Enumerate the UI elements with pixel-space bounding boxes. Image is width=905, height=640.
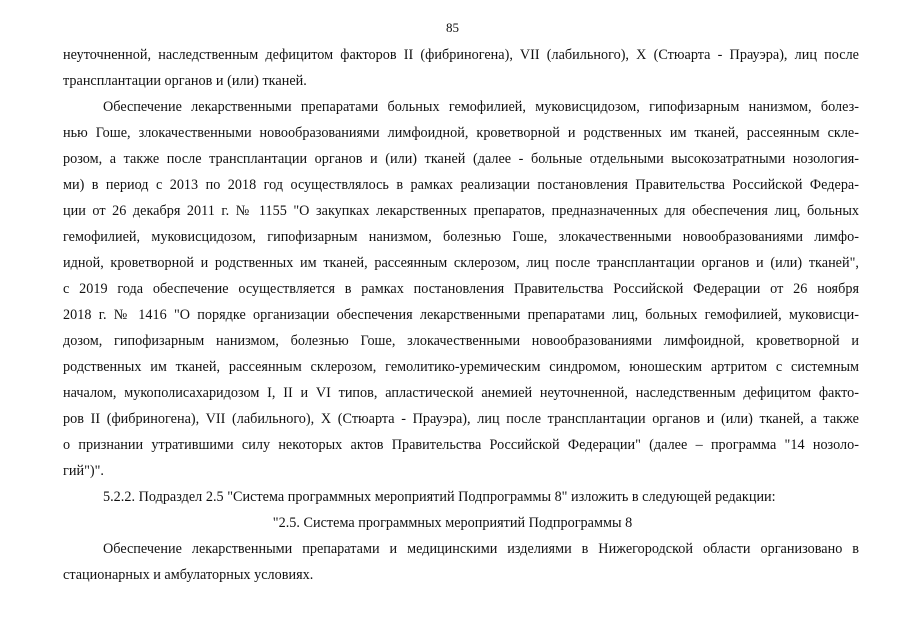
text-line: Обеспечение лекарственными препаратами и медицинскими изделиями в Нижегородской области организовано в — [103, 541, 859, 557]
text-line: гий")". — [63, 463, 104, 479]
text-line: началом, мукополисахаридозом I, II и VI типов, апластической анемией неуточненной, наследственным дефицитом факто- — [63, 385, 859, 401]
text-line: с 2019 года обеспечение осуществляется в рамках постановления Правительства Российской Федерации от 26 ноября — [63, 281, 859, 297]
section-heading: "2.5. Система программных мероприятий Подпрограммы 8 — [272, 515, 633, 531]
text-line: ров II (фибриногена), VII (лабильного), X (Стюарта - Прауэра), лиц после трансплантации органов и (или) тканей, а также — [63, 411, 859, 427]
text-line: стационарных и амбулаторных условиях. — [63, 567, 314, 583]
text-line: неуточненной, наследственным дефицитом факторов II (фибриногена), VII (лабильного), X (Стюарта - Прауэра), лиц после — [63, 47, 859, 63]
text-line: о признании утратившими силу некоторых актов Правительства Российской Федерации" (далее – программа "14 нозоло- — [63, 437, 859, 453]
text-line: гемофилией, муковисцидозом, гипофизарным нанизмом, болезнью Гоше, злокачественными новообразованиями лимфо- — [63, 229, 859, 245]
text-line: родственных им тканей, рассеянным склерозом, гемолитико-уремическим синдромом, юношеским артритом с системным — [63, 359, 859, 375]
text-line: трансплантации органов и (или) тканей. — [63, 73, 307, 89]
text-line: Обеспечение лекарственными препаратами больных гемофилией, муковисцидозом, гипофизарным нанизмом, болез- — [103, 99, 859, 115]
text-line: 5.2.2. Подраздел 2.5 "Система программных мероприятий Подпрограммы 8" изложить в следующей редакции: — [103, 489, 776, 505]
text-line: ми) в период с 2013 по 2018 год осуществлялось в рамках реализации постановления Правительства Российской Федера- — [63, 177, 859, 193]
text-line: идной, кроветворной и родственных им тканей, рассеянным склерозом, лиц после трансплантации органов и (или) тканей", — [63, 255, 859, 271]
text-line: 2018 г. № 1416 "О порядке организации обеспечения лекарственными препаратами лиц, больных гемофилией, муковисци- — [63, 307, 859, 323]
page-number: 85 — [446, 20, 459, 35]
text-line: нью Гоше, злокачественными новообразованиями лимфоидной, кроветворной и родственных им тканей, рассеянным скле- — [63, 125, 859, 141]
text-line: ции от 26 декабря 2011 г. № 1155 "О закупках лекарственных препаратов, предназначенных для обеспечения лиц, больных — [63, 203, 859, 219]
text-line: дозом, гипофизарным нанизмом, болезнью Гоше, злокачественными новообразованиями лимфоидной, кроветворной и — [63, 333, 859, 349]
text-line: розом, а также после трансплантации органов и (или) тканей (далее - больные отдельными высокозатратными нозология- — [63, 151, 859, 167]
